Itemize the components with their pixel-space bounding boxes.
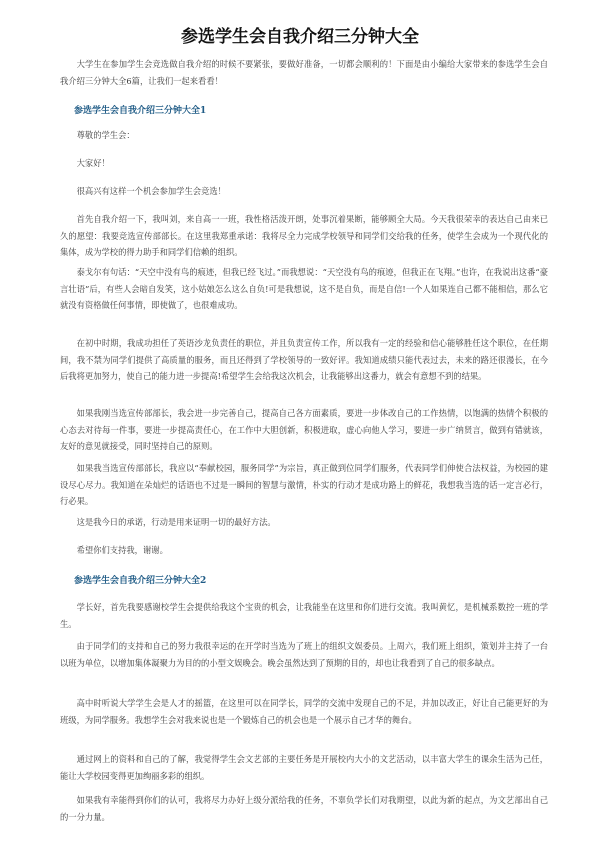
paragraph: 大家好！ <box>76 158 110 168</box>
paragraph: 通过网上的资料和自己的了解，我觉得学生会文艺部的主要任务是开展校内大小的文艺活动，以丰富大学生的课余生活为己任，能让大学校园变得更加绚丽多彩的组织。 <box>60 754 548 781</box>
section-heading-2: 参选学生会自我介绍三分钟大全2 <box>74 576 207 586</box>
paragraph: 如果我刚当选宣传部部长，我会进一步完善自己，提高自己各方面素质，要进一步体改自己的工作热情，以饱满的热情个积极的心态去对待每一件事，要进一步提高责任心，在工作中大胆创新，积极进取，虚心向他人学习，要进一步广纳贤言，做到有错就该，友好的意见就接受，同时坚持自己的原则。 <box>60 408 548 451</box>
paragraph: 尊敬的学生会： <box>76 130 135 140</box>
paragraph: 如果我当选宣传部部长，我应以“奉献校园，服务同学”为宗旨，真正做到位同学们服务，代表同学们伸使合法权益，为校园的建设尽心尽力。我知道在朵灿烂的话语也不过是一瞬间的智慧与激情，朴实的行动才是成功路上的鲜花，我想我当选的话一定言必行，行必果。 <box>60 463 548 506</box>
paragraph: 泰戈尔有句话：“天空中没有鸟的痕迹，但我已经飞过。”而我想说：“天空没有鸟的痕迹，但我正在飞翔。”也许，在我说出这番“豪言壮语”后，有些人会暗自发笑，这小姑娘怎么这么自负!可是我想说，这不是自负，而是自信!一个人如果连自己都不能相信，那么它就没有资格做任何事情，即使做了，也很难成功。 <box>60 267 548 310</box>
page-title: 参选学生会自我介绍三分钟大全 <box>181 27 419 47</box>
paragraph: 首先自我介绍一下，我叫刘，来自高一一班，我性格活泼开朗，处事沉着果断，能够顾全大局。今天我很荣幸的表达自己由来已久的愿望：我要竞选宣传部部长。在这里我郑重承诺：我将尽全力完成学校领导和同学们交给我的任务，使学生会成为一个现代化的集体，成为学校的得力助手和同学们信赖的组织。 <box>60 214 548 257</box>
paragraph: 如果我有幸能得到你们的认可，我将尽力办好上级分派给我的任务，不辜负学长们对我期望，以此为新的起点，为文艺部出自己的一分力量。 <box>60 795 548 822</box>
paragraph: 高中时听说大学学生会是人才的摇篮，在这里可以在同学长，同学的交流中发现自己的不足，并加以改正，好让自己能更好的为班级，为同学服务。我想学生会对我来说也是一个锻炼自己的机会也是一个展示自己才华的舞台。 <box>60 698 548 725</box>
paragraph: 这是我今日的承诺，行动是用来证明一切的最好方法。 <box>76 517 276 527</box>
section-heading-1: 参选学生会自我介绍三分钟大全1 <box>74 106 207 116</box>
intro-paragraph: 大学生在参加学生会竞选做自我介绍的时候不要紧张，要做好准备，一切都会顺利的！下面是由小编给大家带来的参选学生会自我介绍三分钟大全6篇，让我们一起来看看！ <box>60 59 548 86</box>
paragraph: 在初中时期，我成功担任了英语沙龙负责任的职位，并且负责宣传工作，所以我有一定的经验和信心能够胜任这个职位，在任期间，我不禁为同学们提供了高质量的服务，而且还得到了学校领导的一致好评。我知道成绩只能代表过去，未来的路还很漫长，在今后我将更加努力，使自己的能力进一步提高!希望学生会给我这次机会，让我能够出这番力，就会有意想不到的结果。 <box>60 338 548 381</box>
paragraph: 由于同学们的支持和自己的努力我很幸运的在开学时当选为了班上的组织文娱委员。上周六，我们班上组织，策划并主持了一台以班为单位，以增加集体凝聚力为目的的小型文娱晚会。晚会虽然达到了预期的目的，却也让我看到了自己的很多缺点。 <box>60 641 548 668</box>
paragraph: 很高兴有这样一个机会参加学生会竞选！ <box>76 186 226 196</box>
paragraph: 学长好，首先我要感谢校学生会提供给我这个宝贵的机会，让我能坐在这里和你们进行交流。我叫黄忆，是机械系数控一班的学生。 <box>60 602 548 629</box>
paragraph: 希望你们支持我，谢谢。 <box>76 545 168 555</box>
